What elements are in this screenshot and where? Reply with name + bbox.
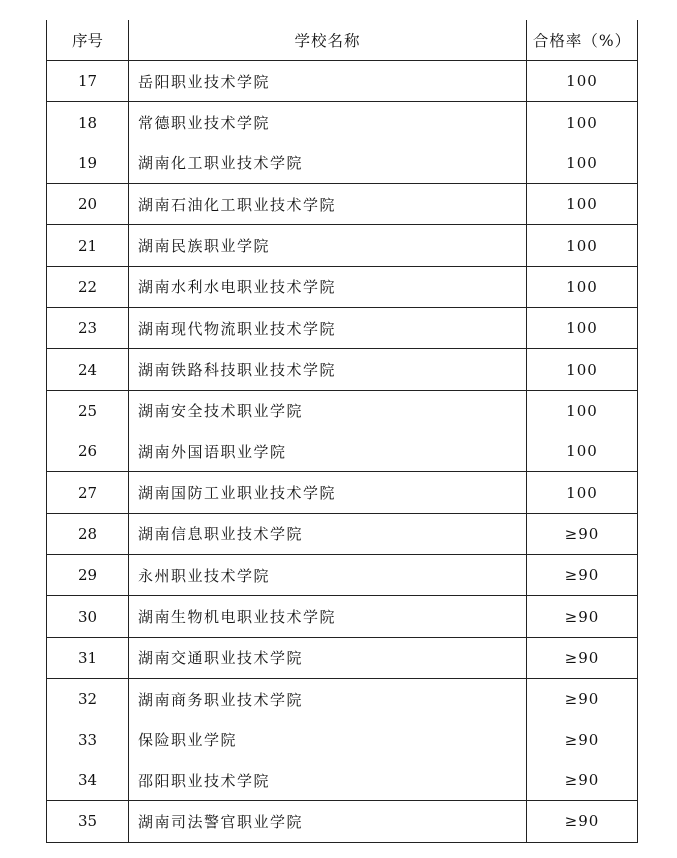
row-pass-rate: 100	[527, 390, 638, 431]
table-row	[47, 390, 638, 431]
row-school-name: 湖南商务职业技术学院	[129, 679, 527, 720]
row-school-name: 湖南铁路科技职业技术学院	[129, 349, 527, 390]
table-row	[47, 184, 638, 225]
row-school-name: 湖南民族职业学院	[129, 225, 527, 266]
row-pass-rate: 100	[527, 349, 638, 390]
row-school-name: 湖南外国语职业学院	[129, 431, 527, 472]
table-row	[47, 225, 638, 266]
table-row	[47, 349, 638, 390]
table-row	[47, 143, 638, 184]
row-pass-rate: ≥90	[527, 513, 638, 554]
row-pass-rate: 100	[527, 143, 638, 184]
row-school-name: 湖南生物机电职业技术学院	[129, 596, 527, 637]
header-pass-rate: 合格率（%）	[527, 20, 638, 61]
row-school-name: 湖南交通职业技术学院	[129, 637, 527, 678]
row-index: 17	[47, 61, 129, 102]
row-pass-rate: 100	[527, 431, 638, 472]
row-index: 28	[47, 513, 129, 554]
row-pass-rate: ≥90	[527, 679, 638, 720]
row-school-name: 湖南化工职业技术学院	[129, 143, 527, 184]
table-row	[47, 596, 638, 637]
row-school-name: 湖南国防工业职业技术学院	[129, 472, 527, 513]
table-header-row	[47, 20, 638, 61]
row-index: 26	[47, 431, 129, 472]
row-school-name: 湖南安全技术职业学院	[129, 390, 527, 431]
row-school-name: 邵阳职业技术学院	[129, 760, 527, 801]
row-index: 20	[47, 184, 129, 225]
row-pass-rate: ≥90	[527, 637, 638, 678]
table-row	[47, 266, 638, 307]
row-index: 34	[47, 760, 129, 801]
row-pass-rate: 100	[527, 184, 638, 225]
row-index: 27	[47, 472, 129, 513]
row-index: 25	[47, 390, 129, 431]
row-pass-rate: ≥90	[527, 596, 638, 637]
row-index: 29	[47, 555, 129, 596]
row-index: 23	[47, 308, 129, 349]
row-pass-rate: 100	[527, 102, 638, 143]
table-row	[47, 760, 638, 801]
row-pass-rate: ≥90	[527, 760, 638, 801]
row-pass-rate: 100	[527, 266, 638, 307]
table-row	[47, 102, 638, 143]
row-pass-rate: ≥90	[527, 555, 638, 596]
table-row	[47, 801, 638, 842]
table-row	[47, 679, 638, 720]
row-index: 30	[47, 596, 129, 637]
row-index: 19	[47, 143, 129, 184]
table-row	[47, 513, 638, 554]
table-row	[47, 720, 638, 760]
row-pass-rate: 100	[527, 61, 638, 102]
row-school-name: 保险职业学院	[129, 720, 527, 760]
row-pass-rate: ≥90	[527, 801, 638, 842]
header-index: 序号	[47, 20, 129, 61]
table-body	[47, 61, 638, 843]
header-school-name: 学校名称	[129, 20, 527, 61]
row-pass-rate: 100	[527, 472, 638, 513]
row-index: 22	[47, 266, 129, 307]
row-pass-rate: 100	[527, 308, 638, 349]
row-school-name: 湖南现代物流职业技术学院	[129, 308, 527, 349]
table-row	[47, 61, 638, 102]
row-index: 21	[47, 225, 129, 266]
school-pass-rate-table-container	[46, 20, 637, 843]
table-row	[47, 637, 638, 678]
row-school-name: 湖南水利水电职业技术学院	[129, 266, 527, 307]
row-index: 18	[47, 102, 129, 143]
row-school-name: 湖南司法警官职业学院	[129, 801, 527, 842]
table-row	[47, 472, 638, 513]
row-school-name: 湖南信息职业技术学院	[129, 513, 527, 554]
row-school-name: 岳阳职业技术学院	[129, 61, 527, 102]
row-index: 32	[47, 679, 129, 720]
row-index: 24	[47, 349, 129, 390]
row-pass-rate: 100	[527, 225, 638, 266]
row-index: 35	[47, 801, 129, 842]
row-index: 33	[47, 720, 129, 760]
row-school-name: 湖南石油化工职业技术学院	[129, 184, 527, 225]
table-row	[47, 555, 638, 596]
school-pass-rate-table	[46, 20, 638, 843]
table-row	[47, 431, 638, 472]
table-row	[47, 308, 638, 349]
row-school-name: 常德职业技术学院	[129, 102, 527, 143]
row-index: 31	[47, 637, 129, 678]
row-school-name: 永州职业技术学院	[129, 555, 527, 596]
row-pass-rate: ≥90	[527, 720, 638, 760]
